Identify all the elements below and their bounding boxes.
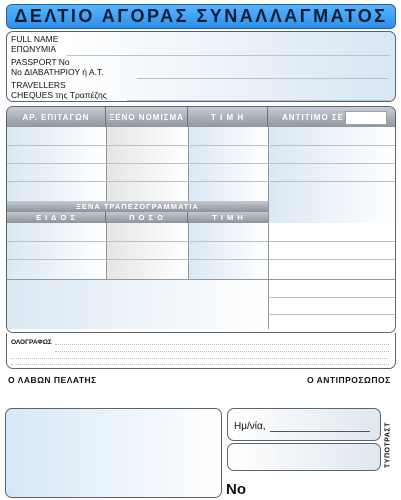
date-label: Ημ/νία, bbox=[234, 421, 266, 432]
transaction-table bbox=[6, 106, 396, 333]
form-title-banner bbox=[6, 4, 396, 29]
notes-area[interactable] bbox=[7, 279, 268, 329]
row-divider bbox=[268, 297, 396, 298]
words-line bbox=[55, 351, 389, 352]
cheques-label: CHEQUES της Τραπέζης bbox=[11, 90, 107, 100]
header-equivalent-text: ΑΝΤΙΤΙΜΟ ΣΕ bbox=[282, 112, 345, 122]
row-divider bbox=[7, 163, 268, 164]
cheque-number-column[interactable] bbox=[7, 127, 106, 201]
type-column[interactable] bbox=[7, 223, 106, 279]
header-foreign-currency-text: ΞΕΝΟ ΝΟΜΙΣΜΑ bbox=[109, 112, 184, 122]
header-foreign-currency bbox=[106, 107, 188, 127]
row-divider bbox=[268, 314, 396, 315]
row-divider bbox=[268, 163, 396, 164]
date-line bbox=[270, 431, 370, 432]
amount-in-words-label: ΟΛΟΓΡΑΦΩΣ bbox=[11, 339, 52, 346]
row-divider bbox=[7, 259, 396, 260]
foreign-currency-column[interactable] bbox=[106, 127, 188, 201]
banknotes-section-title: ΞΕΝΑ ΤΡΑΠΕΖΟΓΡΑΜΜΑΤΙΑ bbox=[76, 202, 199, 211]
row-divider bbox=[7, 145, 268, 146]
amount-in-words-box[interactable] bbox=[6, 333, 396, 369]
row-divider bbox=[268, 181, 396, 182]
header-banknote-price bbox=[188, 212, 268, 223]
header-cheque-number-text: ΑΡ. ΕΠΙΤΑΓΩΝ bbox=[22, 112, 90, 122]
passport-line[interactable] bbox=[137, 78, 389, 79]
amount-column[interactable] bbox=[106, 223, 188, 279]
header-amount bbox=[106, 212, 188, 223]
row-divider bbox=[268, 145, 396, 146]
currency-input[interactable] bbox=[345, 111, 387, 125]
full-name-label: FULL NAME bbox=[11, 34, 59, 44]
representative-signature-label: Ο ΑΝΤΙΠΡΟΣΩΠΟΣ bbox=[307, 375, 391, 385]
equivalent-column[interactable] bbox=[268, 127, 396, 223]
header-amount-text: Π Ο Σ Ο bbox=[129, 213, 164, 222]
header-type bbox=[7, 212, 106, 223]
document-number-label: No bbox=[226, 481, 246, 498]
customer-signature-label: Ο ΛΑΒΩΝ ΠΕΛΑΤΗΣ bbox=[8, 375, 97, 385]
stamp-area[interactable] bbox=[5, 408, 222, 498]
extra-box[interactable] bbox=[227, 443, 381, 471]
header-type-text: Ε Ι Δ Ο Σ bbox=[36, 213, 76, 222]
bank-line[interactable] bbox=[127, 100, 389, 101]
printer-side-text: ΤΥΠΟΤΡΑΣΤ bbox=[384, 422, 392, 468]
price-column[interactable] bbox=[188, 127, 268, 201]
words-line bbox=[55, 344, 389, 345]
banknotes-section-header bbox=[7, 201, 268, 212]
passport-label: PASSPORT No bbox=[11, 57, 70, 67]
banknote-price-column[interactable] bbox=[188, 223, 268, 279]
form-title: ΔΕΛΤΙΟ ΑΓΟΡΑΣ ΣΥΝΑΛΛΑΓΜΑΤΟΣ bbox=[14, 6, 388, 26]
date-box[interactable] bbox=[227, 408, 381, 441]
customer-info-box bbox=[6, 31, 396, 102]
row-divider bbox=[7, 181, 268, 182]
words-line bbox=[11, 364, 389, 365]
travellers-label: TRAVELLERS bbox=[11, 80, 66, 90]
row-divider bbox=[7, 241, 396, 242]
header-price bbox=[188, 107, 268, 127]
eponymia-label: ΕΠΩΝΥΜΙΑ bbox=[11, 44, 57, 54]
header-banknote-price-text: Τ Ι Μ Η bbox=[212, 213, 244, 222]
passport-number-label: No ΔΙΑΒΑΤΗΡΙΟΥ ή Α.Τ. bbox=[11, 67, 104, 77]
total-area[interactable] bbox=[268, 279, 396, 329]
header-price-text: Τ Ι Μ Η bbox=[210, 112, 245, 122]
words-line bbox=[11, 358, 389, 359]
equivalent-lower-column[interactable] bbox=[268, 223, 396, 279]
name-line[interactable] bbox=[67, 55, 389, 56]
header-cheque-number bbox=[7, 107, 106, 127]
